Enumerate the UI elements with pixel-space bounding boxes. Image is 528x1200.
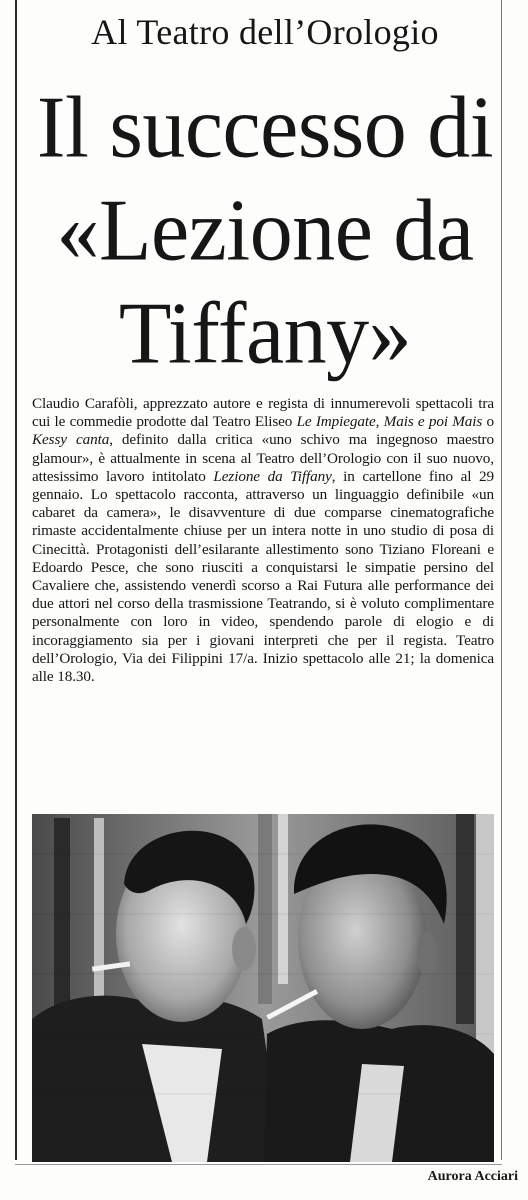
column-rule-left [15, 0, 17, 1160]
two-actors-smoking-photo [32, 814, 494, 1162]
article-headline [28, 76, 502, 385]
photo-credit: Aurora Acciari [427, 1169, 518, 1184]
play-title-italic: Kessy canta [32, 431, 110, 449]
body-text: , definito dalla critica «uno schivo ma ingegnoso maestro glamour», è attualmente in scena al Teatro dell’Orologio con il suo nuovo, attesissimo lavoro intitolato [32, 431, 495, 485]
body-text: , in cartellone fino al 29 gennaio. Lo spettacolo racconta, attraverso un linguaggio definibile «un cabaret da camera», le disavventure di due comparse cinematografiche rimaste accidentalmente chiuse per un intera notte in uno studio di posa di Cinecittà. Protagonisti dell’esilarante allestimento sono Tiziano Floreani e Edoardo Pesce, che sono riusciti a conquistarsi le simpatie persino del Cavaliere che, assistendo venerdì scorso a Rai Futura alle performance dei due attori nel corso della trasmissione Teatrando, si è voluto complimentare personalmente con loro in video, spendendo parole di elogio e di incoraggiamento sia per i giovani interpreti che per il regista. Teatro dell’Orologio, Via dei Filippini 17/a. Inizio spettacolo alle 21; la domenica alle 18.30. [32, 467, 494, 686]
clipping-bottom-edge [15, 1164, 502, 1165]
body-text: o [482, 413, 494, 431]
photo-illustration [32, 814, 494, 1162]
headline-line: Tiffany» [118, 284, 412, 382]
headline-line: Il successo di [36, 78, 494, 176]
article-kicker: Al Teatro dell’Orologio [91, 12, 439, 52]
play-title-italic: Le Impiegate, Mais e poi Mais [296, 413, 483, 431]
play-title-italic: Lezione da Tiffany [213, 467, 332, 485]
headline-line: «Lezione da [56, 181, 474, 279]
article-body [32, 395, 494, 686]
body-text: Claudio Carafòli, apprezzato autore e regista di innumerevoli spettacoli tra cui le commedie prodotte dal Teatro Eliseo [32, 395, 494, 431]
